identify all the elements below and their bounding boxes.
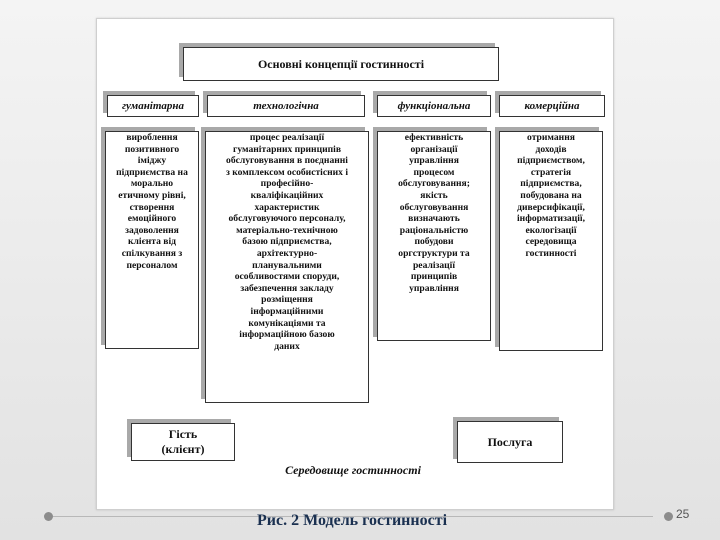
description-line: емоційного bbox=[127, 213, 177, 225]
figure-caption: Рис. 2 Модель гостинності bbox=[256, 512, 448, 529]
description-line: спілкування з bbox=[121, 247, 183, 259]
description-line: персоналом bbox=[126, 259, 178, 271]
concepts-title: Основні концепції гостинності bbox=[257, 56, 425, 71]
concepts-title-box bbox=[183, 47, 499, 81]
category-humanitarian-label: гуманітарна bbox=[121, 100, 185, 112]
description-line: підприємства на bbox=[116, 166, 188, 178]
category-functional-label: функціональна bbox=[397, 100, 471, 112]
description-line: забезпечення закладу bbox=[240, 282, 334, 294]
description-line: процесом bbox=[413, 166, 455, 178]
category-technological-box bbox=[207, 95, 365, 117]
description-line: базою підприємства, bbox=[242, 236, 332, 248]
description-line: обслуговування; bbox=[398, 178, 470, 190]
description-line: кваліфікаційних bbox=[250, 189, 324, 201]
description-line: отримання bbox=[527, 132, 575, 143]
description-line: обслуговування в поєднанні bbox=[226, 155, 348, 167]
description-line: інформатизації, bbox=[517, 213, 585, 225]
category-humanitarian-box bbox=[107, 95, 199, 117]
description-line: задоволення bbox=[125, 224, 179, 236]
description-line: з комплексом особистісних і bbox=[225, 166, 349, 178]
description-line: доходів bbox=[535, 143, 567, 155]
description-line: середовища bbox=[525, 236, 577, 248]
description-line: обслуговуючого персоналу, bbox=[228, 213, 346, 225]
guest-sublabel: (клієнт) bbox=[161, 442, 205, 456]
category-functional-box bbox=[377, 95, 491, 117]
description-line: розміщення bbox=[261, 294, 313, 306]
description-line: раціональністю bbox=[399, 224, 469, 236]
description-commercial bbox=[499, 131, 603, 351]
environment-label: Середовище гостинності bbox=[285, 463, 421, 477]
guest-label: Гість bbox=[168, 427, 198, 441]
description-line: комунікаціями та bbox=[248, 317, 326, 329]
description-line: процес реалізації bbox=[249, 132, 325, 143]
description-line: характеристик bbox=[254, 201, 320, 213]
description-line: організації bbox=[410, 143, 458, 155]
description-line: підприємством, bbox=[517, 155, 585, 167]
description-line: стратегія bbox=[530, 166, 572, 178]
description-line: професійно- bbox=[260, 178, 314, 190]
description-line: побудови bbox=[414, 236, 454, 248]
description-line: гостинності bbox=[525, 247, 577, 259]
description-line: даних bbox=[274, 340, 300, 352]
description-line: іміджу bbox=[137, 155, 167, 167]
diagram-page bbox=[96, 18, 614, 510]
category-commercial-box bbox=[499, 95, 605, 117]
description-technological bbox=[205, 131, 369, 403]
left-rule-dot bbox=[44, 512, 53, 521]
description-line: ефективність bbox=[404, 132, 464, 143]
description-line: реалізації bbox=[412, 259, 456, 271]
description-line: оргструктури та bbox=[398, 247, 470, 259]
description-line: управління bbox=[409, 282, 459, 294]
service-label: Послуга bbox=[487, 434, 533, 449]
description-line: планувальними bbox=[252, 259, 322, 271]
description-line: матеріально-технічною bbox=[236, 224, 338, 236]
description-line: диверсифікації, bbox=[517, 201, 585, 213]
description-line: інформаційними bbox=[250, 305, 324, 317]
description-functional bbox=[377, 131, 491, 341]
description-line: морально bbox=[130, 178, 174, 190]
right-rule-dot bbox=[664, 512, 673, 521]
description-line: управління bbox=[409, 155, 459, 167]
description-line: екологізації bbox=[525, 224, 577, 236]
description-line: етичному рівні, bbox=[118, 189, 186, 201]
description-line: гуманітарних принципів bbox=[232, 143, 342, 155]
description-line: створення bbox=[129, 201, 175, 213]
description-line: клієнта від bbox=[128, 236, 176, 248]
category-commercial-label: комерційна bbox=[524, 100, 580, 112]
description-line: обслуговування bbox=[399, 201, 469, 213]
description-line: позитивного bbox=[124, 143, 180, 155]
service-box bbox=[457, 421, 563, 463]
description-line: побудована на bbox=[520, 189, 582, 201]
description-humanitarian bbox=[105, 131, 199, 349]
description-line: інформаційною базою bbox=[239, 329, 335, 341]
description-line: принципів bbox=[410, 271, 458, 283]
page-number: 25 bbox=[676, 507, 690, 521]
description-line: визначають bbox=[408, 213, 460, 225]
description-line: підприємства, bbox=[520, 178, 582, 190]
description-line: якість bbox=[420, 189, 448, 201]
guest-box bbox=[131, 423, 235, 461]
description-line: вироблення bbox=[126, 132, 178, 143]
description-line: архітектурно- bbox=[256, 247, 318, 259]
description-line: особливостями споруди, bbox=[234, 271, 340, 283]
category-technological-label: технологічна bbox=[253, 100, 319, 112]
